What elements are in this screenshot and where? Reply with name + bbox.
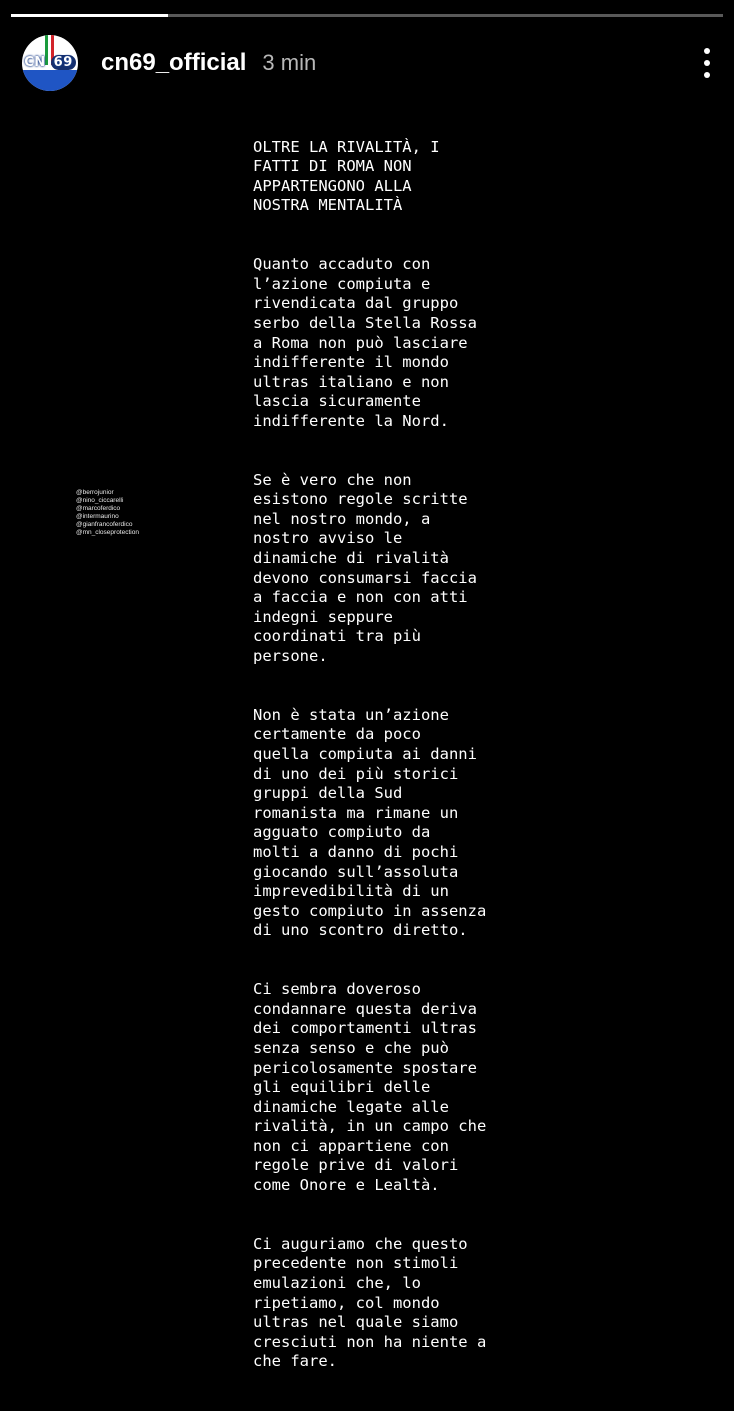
avatar-logo-number: 69 — [51, 55, 76, 70]
more-vertical-icon[interactable] — [702, 48, 712, 78]
story-progress-track — [168, 14, 723, 17]
avatar-logo-text — [22, 55, 78, 70]
more-dot — [704, 72, 710, 78]
story-progress-fill — [11, 14, 168, 17]
mention-tag[interactable]: @mn_closeprotection — [76, 529, 139, 537]
mention-tag[interactable]: @marcoferdico — [76, 505, 121, 513]
statement-paragraph: Quanto accaduto con l’azione compiuta e rivendicata dal gruppo serbo della Stella Rossa a Roma non può lasciare indifferente il mondo ultras italiano e non lascia sicuramente indifferente la Nord. — [253, 255, 477, 430]
statement-paragraph: Non è stata un’azione certamente da poco quella compiuta ai danni di uno dei più storici gruppi della Sud romanista ma rimane un agguato compiuto da molti a danno di pochi giocando sull’assoluta imprevedibilità di un gesto compiuto in assenza di uno scontro diretto. — [253, 705, 487, 940]
mention-tag[interactable]: @nino_ciccarelli — [76, 497, 124, 505]
post-time: 3 min — [262, 50, 317, 75]
more-dot — [704, 60, 710, 66]
story-statement-text — [253, 118, 503, 1411]
mention-tag[interactable]: @berrojunior — [76, 489, 114, 496]
more-dot — [704, 48, 710, 54]
avatar[interactable] — [22, 35, 78, 91]
avatar-logo-letters: CN — [24, 55, 46, 70]
username[interactable]: cn69_official — [101, 49, 247, 76]
statement-paragraph: Ci auguriamo che questo precedente non stimoli emulazioni che, lo ripetiamo, col mondo ultras nel quale siamo cresciuti non ha niente a che fare. — [253, 1234, 487, 1371]
story-header — [22, 34, 712, 92]
statement-paragraph: Se è vero che non esistono regole scritte nel nostro mondo, a nostro avviso le dinamiche di rivalità devono consumarsi faccia a faccia e non con atti indegni seppure coordinati tra più persone. — [253, 470, 477, 666]
story-progress-bar — [11, 14, 723, 17]
mention-tag[interactable]: @intermaurino — [76, 513, 119, 521]
mention-tags — [76, 489, 166, 538]
mention-tag[interactable]: @gianfrancoferdico — [76, 521, 133, 529]
statement-title: OLTRE LA RIVALITÀ, I FATTI DI ROMA NON APPARTENGONO ALLA NOSTRA MENTALITÀ — [253, 137, 440, 215]
statement-paragraph: Ci sembra doveroso condannare questa deriva dei comportamenti ultras senza senso e che può pericolosamente spostare gli equilibri delle dinamiche legate alle rivalità, in un campo che non ci appartiene con regole prive di valori come Onore e Lealtà. — [253, 980, 487, 1195]
avatar-logo-blue — [22, 70, 78, 91]
